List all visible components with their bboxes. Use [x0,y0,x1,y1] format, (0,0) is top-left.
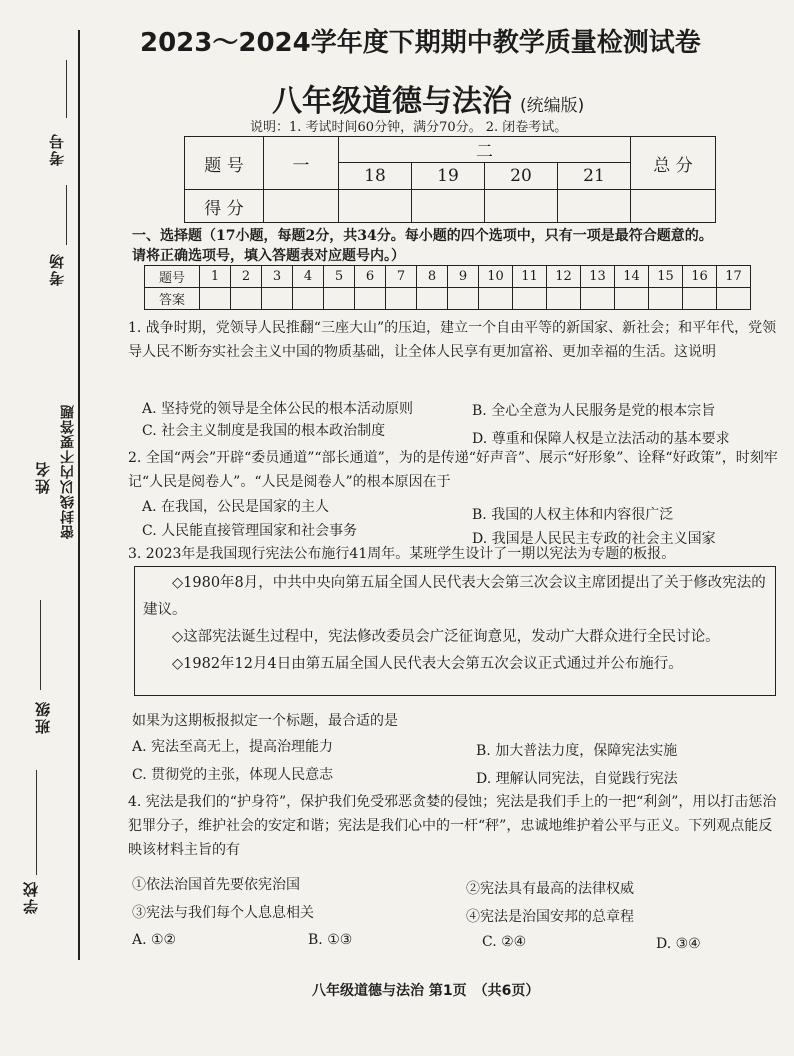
answer-table-number: 11 [513,266,547,288]
answer-table-number: 2 [231,266,262,288]
answer-table-number: 12 [547,266,581,288]
answer-table [144,265,751,310]
score-subcol: 18 [339,163,412,190]
score-th-part2: 二 [339,137,631,163]
edition-label: (统编版) [520,96,585,116]
q3-option-d[interactable]: D. 理解认同宪法，自觉践行宪法 [476,771,678,787]
question-3-stem: 3. 2023年是我国现行宪法公布施行41周年。某班学生设计了一期以宪法为专题的板报。 [128,546,676,562]
q2-option-c[interactable]: C. 人民能直接管理国家和社会事务 [142,523,358,539]
score-th-part1: 一 [264,137,339,190]
answer-table-number: 5 [324,266,355,288]
subject-title [272,76,584,120]
answer-table-number: 6 [355,266,386,288]
answer-table-header: 题号 [145,266,200,288]
question-2-stem: 2. 全国“两会”开辟“委员通道”“部长通道”，为的是传递“好声音”、展示“好形象”、诠释“好政策”，时刻牢记“人民是阅卷人”。“人民是阅卷人”的根本原因在于 [128,450,778,490]
answer-table-number: 10 [479,266,513,288]
answer-table-number: 15 [649,266,683,288]
q2-option-b[interactable]: B. 我国的人权主体和内容很广泛 [472,507,674,523]
answer-cell[interactable] [448,288,479,310]
answer-cell[interactable] [717,288,751,310]
score-th-qno: 题 号 [185,137,264,190]
score-row-label: 得 分 [185,190,264,223]
answer-cell[interactable] [581,288,615,310]
score-cell[interactable] [558,190,631,223]
question-4-stem: 4. 宪法是我们的“护身符”，保护我们免受邪恶贪婪的侵蚀；宪法是我们手上的一把“利剑”，用以打击惩治犯罪分子，维护社会的安定和谐；宪法是我们心中的一杆“秤”，忠诚地维护着公平与正义。下列观点能反映该材料主旨的有 [128,794,777,858]
room-blank [66,185,67,245]
answer-cell[interactable] [293,288,324,310]
q4-option-a[interactable]: A. ①② [132,932,177,948]
answer-cell[interactable] [355,288,386,310]
section-heading [132,226,782,266]
answer-table-number: 13 [581,266,615,288]
q3-option-b[interactable]: B. 加大普法力度，保障宪法实施 [476,743,678,759]
exam-no-blank [66,60,67,118]
q4-statement-4: ④宪法是治国安邦的总章程 [466,909,634,925]
score-th-total: 总 分 [631,137,716,190]
school-blank [36,770,37,875]
question-3-prompt: 如果为这期板报拟定一个标题，最合适的是 [132,713,398,729]
exam-title: 2023～2024学年度下期期中教学质量检测试卷 [140,28,701,58]
exam-no-label: 考号 [48,132,66,166]
school-label: 学校 [22,880,40,914]
seal-notice: 密封线以内不要答题 [58,400,78,543]
answer-table-number: 4 [293,266,324,288]
q3-option-a[interactable]: A. 宪法至高无上，提高治理能力 [132,739,334,755]
section-heading-line2: 请将正确选项号，填入答题表对应题号内。） [132,248,405,264]
q4-option-b[interactable]: B. ①③ [308,932,353,948]
subject-name: 八年级道德与法治 [272,84,512,119]
answer-row-label: 答案 [145,288,200,310]
answer-cell[interactable] [649,288,683,310]
answer-table-number: 1 [200,266,231,288]
binding-margin [0,0,120,1000]
answer-cell[interactable] [386,288,417,310]
class-blank [40,600,41,690]
section-heading-line1: 一、选择题（17小题，每题2分，共34分。每小题的四个选项中，只有一项是最符合题意的。 [132,228,713,244]
q4-statement-2: ②宪法具有最高的法律权威 [466,881,634,897]
material-item: ◇这部宪法诞生过程中，宪法修改委员会广泛征询意见，发动广大群众进行全民讨论。 [172,629,720,645]
q2-option-d[interactable]: D. 我国是人民民主专政的社会主义国家 [472,531,716,547]
answer-table-number: 3 [262,266,293,288]
question-1-stem: 1. 战争时期，党领导人民推翻“三座大山”的压迫，建立一个自由平等的新国家、新社会；和平年代，党领导人民不断夯实社会主义中国的物质基础，让全体人民享有更加富裕、更加幸福的生活。这说明 [128,320,777,360]
score-subcol: 19 [412,163,485,190]
material-item: ◇1980年8月，中共中央向第五届全国人民代表大会第三次会议主席团提出了关于修改宪法的建议。 [143,575,766,618]
answer-table-number: 17 [717,266,751,288]
score-cell[interactable] [412,190,485,223]
q1-option-a[interactable]: A. 坚持党的领导是全体公民的根本活动原则 [142,401,414,417]
score-table [184,136,716,223]
score-subcol: 21 [558,163,631,190]
q4-statement-1: ①依法治国首先要依宪治国 [132,877,300,893]
answer-table-number: 16 [683,266,717,288]
answer-cell[interactable] [417,288,448,310]
q4-option-c[interactable]: C. ②④ [482,934,527,950]
answer-table-number: 14 [615,266,649,288]
room-label: 考场 [48,252,66,286]
name-label: 姓名 [34,460,52,494]
blackboard-material-box [134,566,776,696]
q1-option-b[interactable]: B. 全心全意为人民服务是党的根本宗旨 [472,403,716,419]
material-item: ◇1982年12月4日由第五届全国人民代表大会第五次会议正式通过并公布施行。 [172,656,683,672]
q4-option-d[interactable]: D. ③④ [656,936,701,952]
q2-option-a[interactable]: A. 在我国，公民是国家的主人 [142,499,330,515]
answer-cell[interactable] [200,288,231,310]
page-footer: 八年级道德与法治 第1页 （共6页） [312,983,540,999]
q4-statement-3: ③宪法与我们每个人息息相关 [132,905,314,921]
score-subcol: 20 [485,163,558,190]
answer-cell[interactable] [513,288,547,310]
answer-table-number: 9 [448,266,479,288]
score-cell[interactable] [631,190,716,223]
seal-line [78,30,80,960]
answer-cell[interactable] [262,288,293,310]
score-cell[interactable] [264,190,339,223]
answer-cell[interactable] [324,288,355,310]
answer-table-number: 7 [386,266,417,288]
score-cell[interactable] [339,190,412,223]
q1-option-c[interactable]: C. 社会主义制度是我国的根本政治制度 [142,423,386,439]
q1-option-d[interactable]: D. 尊重和保障人权是立法活动的基本要求 [472,431,730,447]
answer-cell[interactable] [479,288,513,310]
answer-cell[interactable] [547,288,581,310]
answer-cell[interactable] [683,288,717,310]
score-cell[interactable] [485,190,558,223]
answer-table-number: 8 [417,266,448,288]
answer-cell[interactable] [615,288,649,310]
instructions: 说明：1. 考试时间60分钟，满分70分。 2. 闭卷考试。 [250,120,568,135]
class-label: 班级 [34,700,52,734]
answer-cell[interactable] [231,288,262,310]
q3-option-c[interactable]: C. 贯彻党的主张，体现人民意志 [132,767,334,783]
